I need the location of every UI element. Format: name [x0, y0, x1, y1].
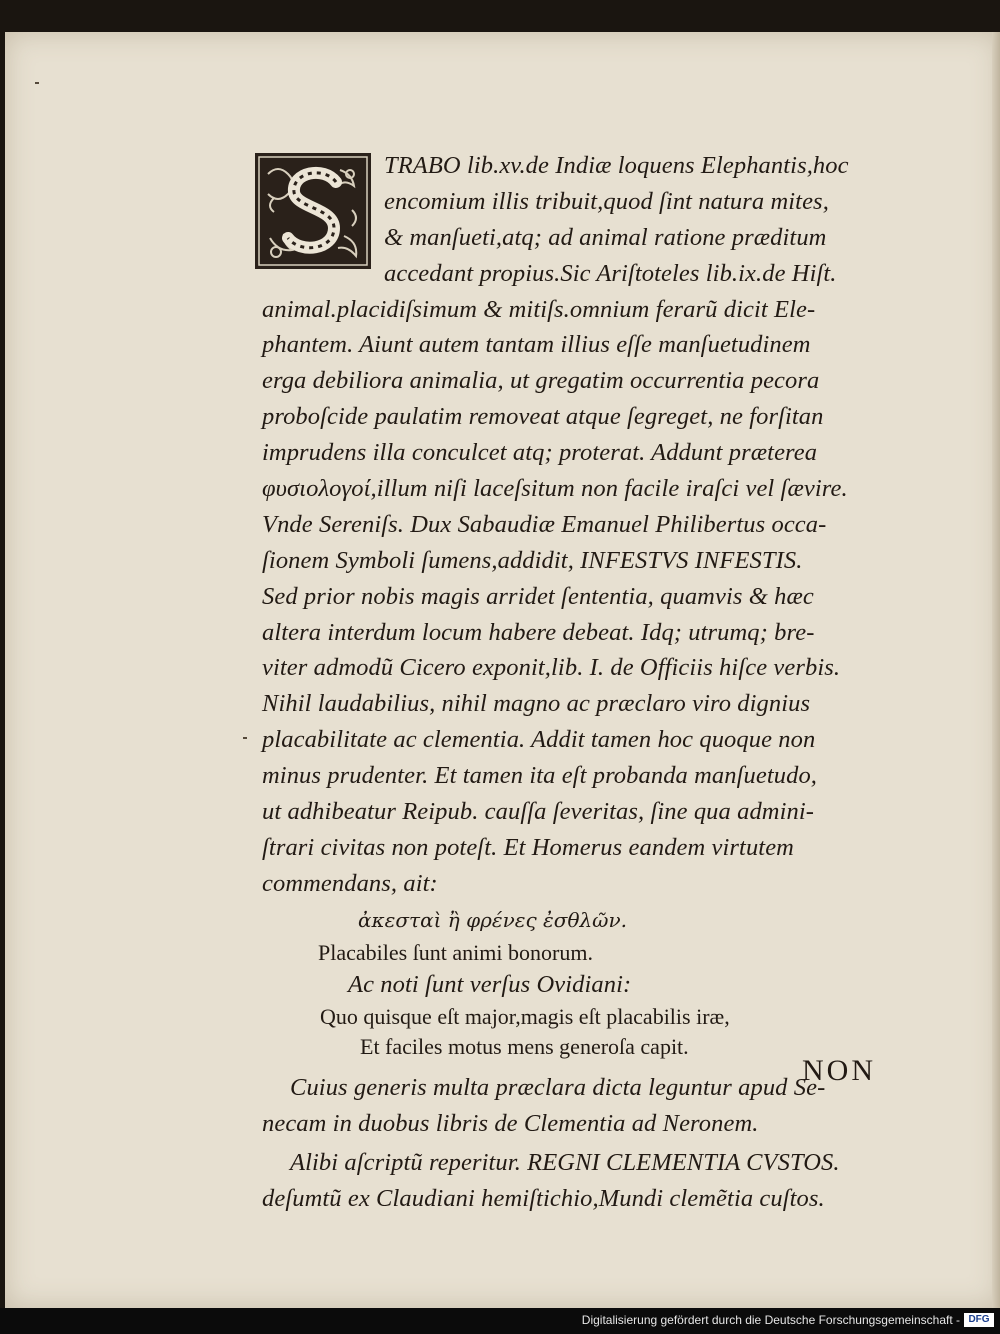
text-line: φυσιολογοί,illum niſi laceſsitum non facile iraſci vel ſævire. — [262, 475, 848, 503]
text-line: TRABO lib.xv.de Indiæ loquens Elephantis,hoc — [384, 152, 849, 179]
ovid-line-2: Et faciles motus mens generoſa capit. — [360, 1033, 689, 1059]
text-line: phantem. Aiunt autem tantam illius eſſe manſuetudinem — [262, 331, 811, 359]
text-line: ſtrari civitas non poteſt. Et Homerus eandem virtutem — [262, 833, 794, 861]
text-line: accedant propius.Sic Ariſtoteles lib.ix.de Hiſt. — [384, 259, 837, 287]
text-line: minus prudenter. Et tamen ita eſt probanda manſuetudo, — [262, 762, 818, 790]
text-line: imprudens illa conculcet atq; proterat. Addunt præterea — [262, 439, 818, 467]
text-line: Vnde Sereniſs. Dux Sabaudiæ Emanuel Philibertus occa- — [262, 510, 827, 538]
text-line: animal.placidiſsimum & mitiſs.omnium ferarũ dicit Ele- — [262, 295, 816, 323]
text-line: Sed prior nobis magis arridet ſententia, quamvis & hæc — [262, 582, 814, 610]
ovid-intro: Ac noti ſunt verſus Ovidiani: — [348, 970, 632, 998]
text-line: & manſueti,atq; ad animal ratione præditum — [384, 223, 827, 251]
text-line: viter admodũ Cicero exponit,lib. I. de Officiis hiſce verbis. — [262, 654, 841, 682]
text-line: necam in duobus libris de Clementia ad Neronem. — [262, 1109, 759, 1137]
catchword: NON — [802, 1054, 876, 1087]
dfg-logo-icon: DFG — [964, 1313, 994, 1327]
text-line: encomium illis tribuit,quod ſint natura mites, — [384, 187, 829, 215]
text-line: Alibi aſcriptũ reperitur. REGNI CLEMENTIA CVSTOS. — [290, 1149, 840, 1177]
margin-mark — [243, 737, 247, 739]
digitization-footer — [0, 1308, 1000, 1334]
text-line: commendans, ait: — [262, 869, 438, 897]
text-line: altera interdum locum habere debeat. Idq; utrumq; bre- — [262, 618, 815, 646]
text-line: ut adhibeatur Reipub. cauſſa ſeveritas, ſine qua admini- — [262, 798, 815, 826]
text-line: proboſcide paulatim removeat atque ſegreget, ne forſitan — [262, 403, 824, 431]
margin-mark — [35, 82, 39, 84]
latin-verse: Placabiles ſunt animi bonorum. — [318, 939, 593, 965]
text-line: ſionem Symboli ſumens,addidit, INFESTVS INFESTIS. — [262, 546, 803, 574]
ovid-line-1: Quo quisque eſt major,magis eſt placabilis iræ, — [320, 1003, 730, 1029]
text-line: Cuius generis multa præclara dicta leguntur apud Se- — [290, 1073, 826, 1101]
page-edge — [992, 32, 1000, 1308]
text-line: deſumtũ ex Claudiani hemiſtichio,Mundi clemẽtia cuſtos. — [262, 1185, 825, 1213]
greek-verse: ἀκεσταὶ ἢ φρένες ἐσθλῶν. — [358, 907, 627, 932]
text-line: erga debiliora animalia, ut gregatim occurrentia pecora — [262, 367, 820, 395]
footer-credit: Digitalisierung gefördert durch die Deutsche Forschungsgemeinschaft - — [581, 1313, 960, 1327]
page-text — [262, 148, 892, 1217]
text-line: placabilitate ac clementia. Addit tamen hoc quoque non — [262, 726, 816, 754]
text-line: Nihil laudabilius, nihil magno ac præclaro viro dignius — [262, 690, 811, 718]
